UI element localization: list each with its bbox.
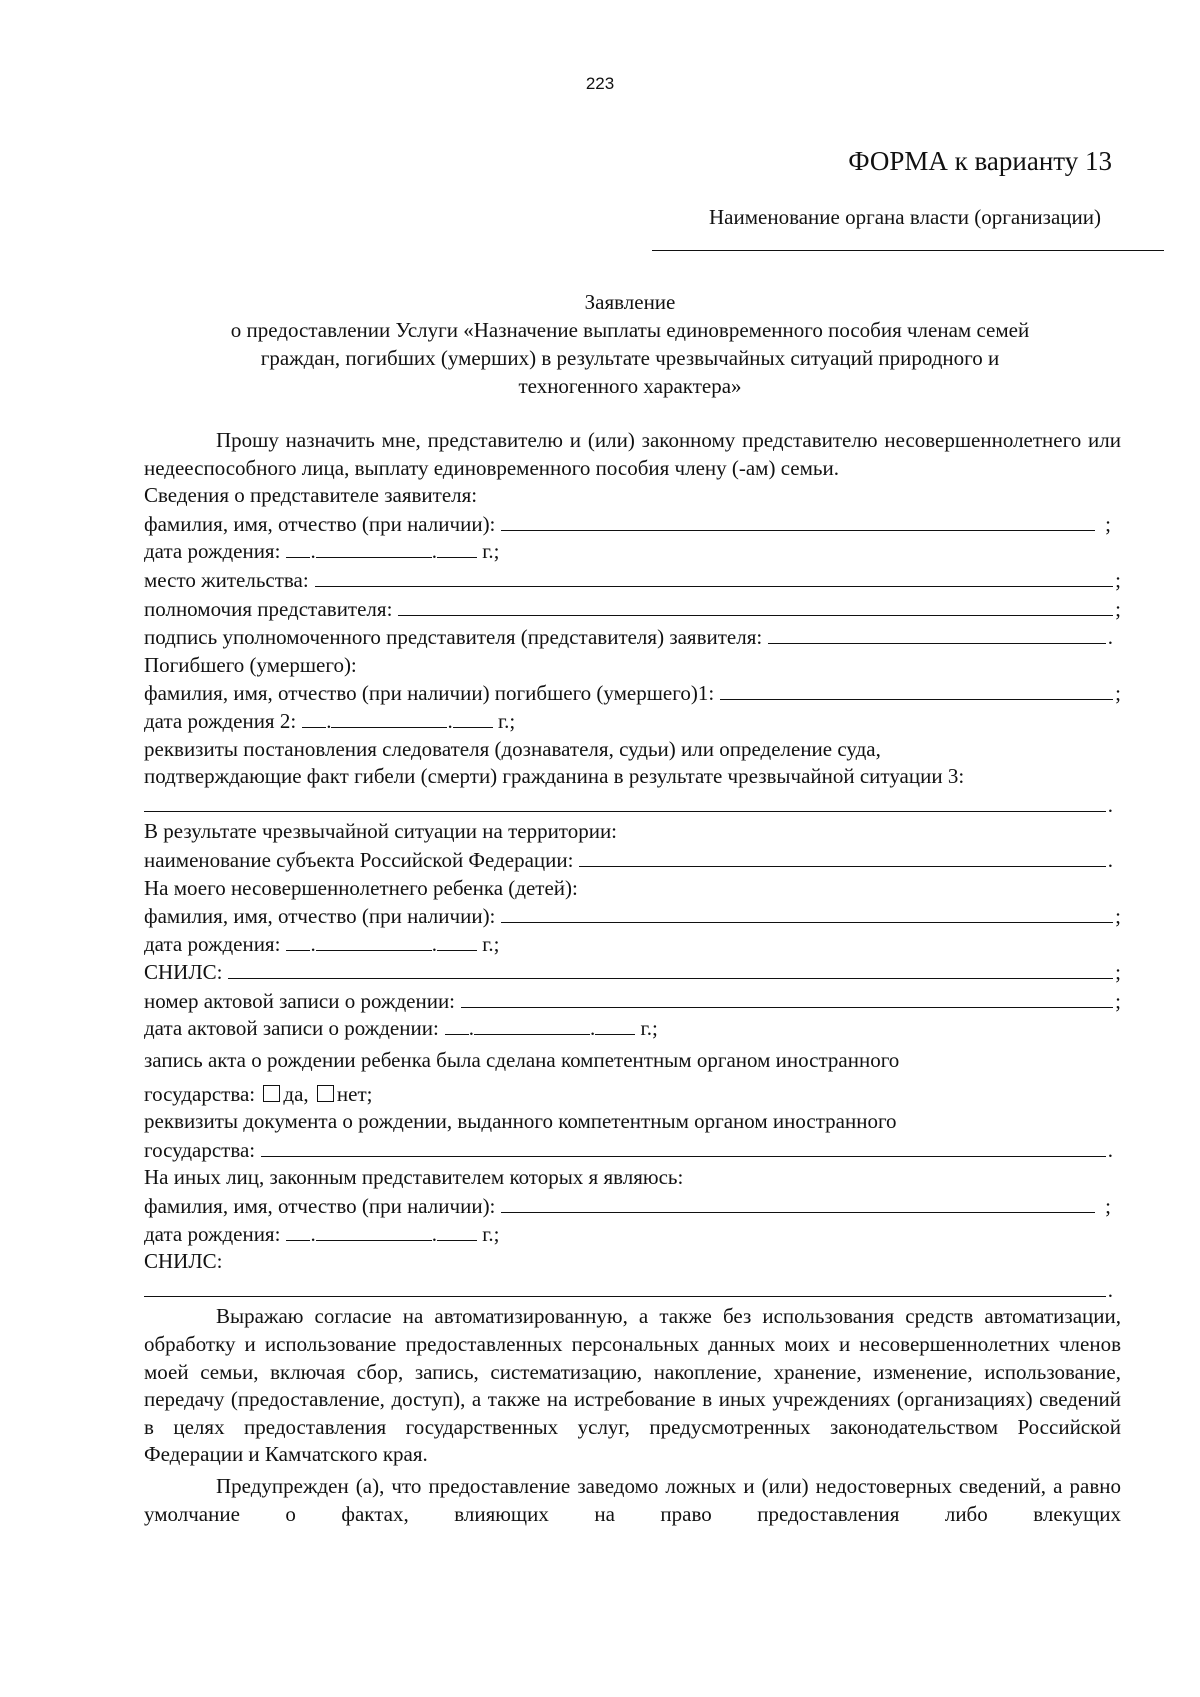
others-fio-row <box>144 1192 1121 1221</box>
punct-semicolon: ; <box>1115 567 1121 592</box>
year-suffix: г.; <box>476 539 500 564</box>
child-dob-label: дата рождения: <box>144 931 281 956</box>
territory-subject-label: наименование субъекта Российской Федерации: <box>144 847 574 872</box>
others-fio-label: фамилия, имя, отчество (при наличии): <box>144 1194 496 1219</box>
deceased-dob-day-field[interactable] <box>302 709 326 728</box>
year-suffix: г.; <box>476 931 500 956</box>
child-fio-row <box>144 902 1121 931</box>
territory-subject-field[interactable] <box>579 846 1105 867</box>
child-dob-year-field[interactable] <box>437 932 477 951</box>
others-dob-label: дата рождения: <box>144 1221 281 1246</box>
intro-paragraph: Прошу назначить мне, представителю и (или) законному представителю несовершеннолетнего или недееспособного лица, выплату единовременного пособия члену (-ам) семьи. <box>144 428 1121 480</box>
representative-dob-day-field[interactable] <box>286 539 310 558</box>
representative-dob-label: дата рождения: <box>144 539 281 564</box>
warning-paragraph: Предупрежден (а), что предоставление заведомо ложных и (или) недостоверных сведений, а равно умолчание о фактах, влияющих на право предоставления либо влекущих <box>144 1473 1121 1526</box>
date-separator: . <box>468 1016 475 1041</box>
child-record-date-year-field[interactable] <box>595 1016 635 1035</box>
punct-period: . <box>1107 792 1113 817</box>
child-record-date-label: дата актовой записи о рождении: <box>144 1016 439 1041</box>
representative-powers-row <box>144 595 1121 624</box>
representative-dob-month-field[interactable] <box>316 539 432 558</box>
representative-powers-field[interactable] <box>398 595 1113 616</box>
child-fio-label: фамилия, имя, отчество (при наличии): <box>144 904 496 929</box>
consent-paragraph: Выражаю согласие на автоматизированную, а также без использования средств автоматизации, обработку и использование предоставленных персональных данных моих и несовершеннолетних членов моей семьи, включая сбор, запись, систематизацию, накопление, хранение, изменение, использование, передачу (предоставление, доступ), а также на истребование в иных учреждениях (организациях) сведений в целях предоставления государственных услуг, предусмотренных законодательством Российской Федерации и Камчатского края. <box>144 1304 1121 1467</box>
deceased-dob-label: дата рождения 2: <box>144 708 297 733</box>
representative-dob-year-field[interactable] <box>437 539 477 558</box>
title-line-4: техногенного характера» <box>518 374 742 398</box>
punct-semicolon: ; <box>1115 988 1121 1013</box>
title-line-1: Заявление <box>584 290 676 314</box>
child-record-date-row <box>144 1015 1121 1043</box>
deceased-fio-row <box>144 679 1121 708</box>
page-number: 223 <box>585 74 615 93</box>
form-variant-heading: ФОРМА к варианту 13 <box>848 146 1112 176</box>
others-snils-label: СНИЛС: <box>144 1249 223 1274</box>
punct-period: . <box>1107 1137 1113 1162</box>
child-snils-row <box>144 958 1121 987</box>
territory-subject-row <box>144 846 1121 875</box>
no-checkbox[interactable] <box>317 1085 334 1102</box>
child-foreign-line-1: запись акта о рождении ребенка была сделана компетентным органом иностранного <box>144 1048 900 1073</box>
child-heading: На моего несовершеннолетнего ребенка (детей): <box>144 875 578 900</box>
title-line-2: о предоставлении Услуги «Назначение выплаты единовременного пособия членам семей <box>230 318 1030 342</box>
date-separator: . <box>590 1016 596 1041</box>
child-fio-field[interactable] <box>501 902 1113 923</box>
child-record-number-row <box>144 987 1121 1016</box>
deceased-requisites-field[interactable] <box>144 791 1106 812</box>
representative-powers-label: полномочия представителя: <box>144 596 393 621</box>
others-heading: На иных лиц, законным представителем которых я являюсь: <box>144 1165 684 1190</box>
child-doc-label: государства: <box>144 1137 256 1162</box>
punct-semicolon: ; <box>1115 904 1121 929</box>
deceased-dob-year-field[interactable] <box>453 709 493 728</box>
others-snils-row <box>144 1276 1121 1304</box>
child-dob-row <box>144 931 1121 959</box>
child-foreign-state-label: государства: <box>144 1081 256 1106</box>
child-snils-label: СНИЛС: <box>144 960 223 985</box>
form-body <box>144 427 1121 1528</box>
punct-period: . <box>1107 1277 1113 1302</box>
others-dob-row <box>144 1221 1121 1249</box>
child-record-number-label: номер актовой записи о рождении: <box>144 988 456 1013</box>
deceased-dob-row <box>144 708 1121 736</box>
child-record-number-field[interactable] <box>461 987 1113 1008</box>
yes-label: да, <box>283 1081 309 1106</box>
punct-semicolon: ; <box>1105 511 1111 536</box>
punct-period: . <box>1107 625 1113 650</box>
deceased-heading: Погибшего (умершего): <box>144 652 357 677</box>
deceased-requisites-line-1: реквизиты постановления следователя (дознавателя, судьи) или определение суда, <box>144 736 881 761</box>
child-record-date-month-field[interactable] <box>474 1016 590 1035</box>
others-snils-field[interactable] <box>144 1276 1106 1297</box>
year-suffix: г.; <box>476 1221 500 1246</box>
representative-residence-field[interactable] <box>315 566 1113 587</box>
year-suffix: г.; <box>492 708 516 733</box>
deceased-dob-month-field[interactable] <box>331 709 447 728</box>
child-foreign-line-2 <box>144 1081 1121 1109</box>
punct-semicolon: ; <box>1115 596 1121 621</box>
representative-fio-row <box>144 510 1121 539</box>
others-dob-month-field[interactable] <box>316 1222 432 1241</box>
others-fio-field[interactable] <box>501 1192 1095 1213</box>
punct-period: . <box>1107 847 1113 872</box>
date-separator: . <box>310 931 316 956</box>
authority-name-label: Наименование органа власти (организации) <box>709 205 1101 229</box>
representative-signature-label: подпись уполномоченного представителя (представителя) заявителя: <box>144 625 763 650</box>
date-separator: . <box>431 1221 437 1246</box>
others-dob-year-field[interactable] <box>437 1222 477 1241</box>
child-doc-field[interactable] <box>261 1136 1106 1157</box>
year-suffix: г.; <box>635 1016 658 1041</box>
date-separator: . <box>447 708 453 733</box>
representative-residence-row <box>144 566 1121 595</box>
punct-semicolon: ; <box>1115 681 1121 706</box>
representative-fio-field[interactable] <box>501 510 1095 531</box>
deceased-requisites-row <box>144 791 1121 819</box>
punct-semicolon: ; <box>1115 960 1121 985</box>
document-title <box>140 288 1120 400</box>
child-doc-row <box>144 1136 1121 1165</box>
date-separator: . <box>431 931 437 956</box>
child-doc-line-1: реквизиты документа о рождении, выданного компетентным органом иностранного <box>144 1109 897 1134</box>
representative-residence-label: место жительства: <box>144 567 309 592</box>
punct-semicolon: ; <box>1105 1194 1111 1219</box>
yes-checkbox[interactable] <box>263 1085 280 1102</box>
child-record-date-day-field[interactable] <box>445 1016 469 1035</box>
deceased-requisites-line-2: подтверждающие факт гибели (смерти) гражданина в результате чрезвычайной ситуации 3: <box>144 764 965 789</box>
representative-signature-row <box>144 623 1121 652</box>
date-separator: . <box>326 708 332 733</box>
date-separator: . <box>310 1221 316 1246</box>
representative-heading: Сведения о представителе заявителя: <box>144 483 478 508</box>
child-dob-day-field[interactable] <box>286 932 310 951</box>
child-dob-month-field[interactable] <box>316 932 432 951</box>
territory-heading: В результате чрезвычайной ситуации на территории: <box>144 819 618 844</box>
representative-signature-field[interactable] <box>768 623 1106 644</box>
representative-dob-row <box>144 538 1121 566</box>
child-snils-field[interactable] <box>228 958 1113 979</box>
authority-name-field[interactable] <box>652 250 1164 251</box>
date-separator: . <box>431 539 437 564</box>
title-line-3: граждан, погибших (умерших) в результате чрезвычайных ситуаций природного и <box>260 346 1000 370</box>
deceased-fio-label: фамилия, имя, отчество (при наличии) погибшего (умершего)1: <box>144 681 715 706</box>
representative-fio-label: фамилия, имя, отчество (при наличии): <box>144 511 496 536</box>
date-separator: . <box>310 539 316 564</box>
no-label: нет; <box>336 1081 373 1106</box>
others-dob-day-field[interactable] <box>286 1222 310 1241</box>
deceased-fio-field[interactable] <box>720 679 1113 700</box>
